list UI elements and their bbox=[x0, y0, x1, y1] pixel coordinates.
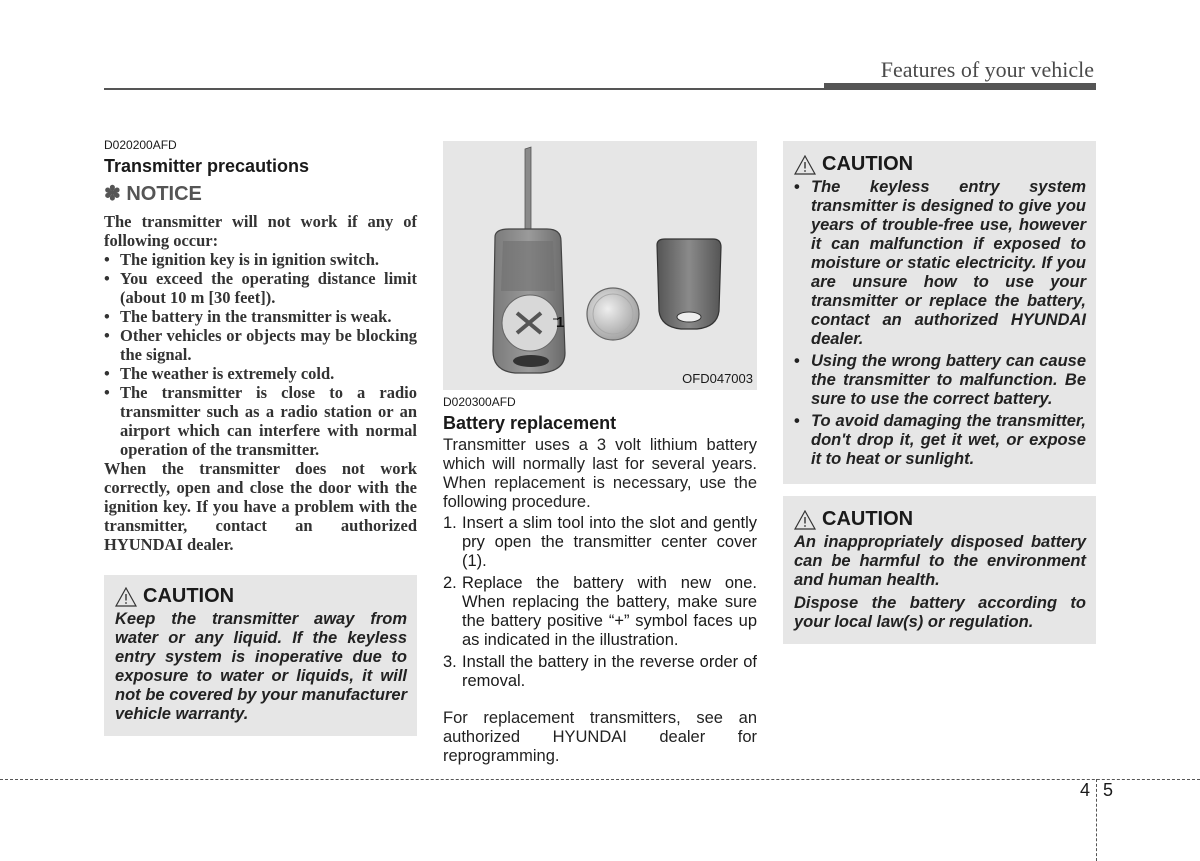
list-item: • Other vehicles or objects may be blocking the signal. bbox=[104, 326, 417, 364]
running-header: Features of your vehicle bbox=[880, 57, 1094, 82]
caution-list bbox=[794, 178, 1086, 469]
list-item: • The ignition key is in ignition switch. bbox=[104, 250, 417, 269]
list-item bbox=[443, 514, 757, 571]
caution-title: CAUTION bbox=[822, 508, 914, 530]
caution-text: An inappropriately disposed battery can be harmful to the environment and human health. bbox=[794, 533, 1086, 589]
page-number: 5 bbox=[1103, 780, 1114, 800]
caution-header bbox=[794, 508, 1086, 531]
caution-title: CAUTION bbox=[822, 153, 914, 175]
list-item: • You exceed the operating distance limit (about 10 m [30 feet]). bbox=[104, 269, 417, 307]
caution-header bbox=[794, 153, 1086, 176]
battery-intro: Transmitter uses a 3 volt lithium battery which will normally last for several years. When replacement is necessary, use the following procedure. bbox=[443, 436, 757, 511]
callout-label: 1 bbox=[556, 314, 565, 331]
notice-list bbox=[104, 250, 417, 459]
header-rule-accent bbox=[824, 83, 1096, 90]
list-item: • The transmitter is close to a radio transmitter such as a radio station or an airport which can interfere with normal operation of the transmitter. bbox=[104, 383, 417, 459]
list-item: • To avoid damaging the transmitter, don't drop it, get it wet, or expose it to heat or sunlight. bbox=[794, 412, 1086, 469]
notice-after: When the transmitter does not work correctly, open and close the door with the ignition key. If you have a problem with the transmitter, contact an authorized HYUNDAI dealer. bbox=[104, 459, 417, 554]
step-text: Replace the battery with new one. When replacing the battery, make sure the battery positive “+” symbol faces up as indicated in the illustration. bbox=[462, 574, 757, 649]
list-item bbox=[443, 653, 757, 691]
caution-header bbox=[115, 585, 407, 608]
caution-box bbox=[104, 575, 417, 736]
list-item: • The battery in the transmitter is weak. bbox=[104, 307, 417, 326]
procedure-steps bbox=[443, 514, 757, 691]
notice-title: ✽ NOTICE bbox=[104, 183, 202, 205]
caution-title: CAUTION bbox=[143, 585, 235, 607]
transmitter-illustration bbox=[443, 141, 757, 390]
battery-illustration bbox=[443, 141, 757, 390]
notice-body bbox=[104, 212, 417, 554]
figure-code: OFD047003 bbox=[682, 371, 753, 386]
list-item: • The keyless entry system transmitter is designed to give you years of trouble-free use, however it can malfunction if exposed to moisture or static electricity. If you are unsure how to use your transmitter or replace the battery, contact an authorized HYUNDAI dealer. bbox=[794, 178, 1086, 349]
battery-outro: For replacement transmitters, see an authorized HYUNDAI dealer for reprogramming. bbox=[443, 709, 757, 765]
footer-rule bbox=[0, 779, 1200, 780]
section-code: D020300AFD bbox=[443, 395, 516, 409]
warning-triangle-icon bbox=[794, 510, 816, 530]
step-number: 3. bbox=[443, 653, 457, 671]
footer-divider bbox=[1096, 779, 1097, 861]
caution-box bbox=[783, 141, 1096, 484]
section-heading: Battery replacement bbox=[443, 413, 617, 433]
header-rule bbox=[104, 88, 826, 90]
list-item: • The weather is extremely cold. bbox=[104, 364, 417, 383]
column-middle bbox=[443, 141, 757, 766]
step-text: Install the battery in the reverse order of removal. bbox=[462, 653, 757, 690]
section-heading: Transmitter precautions bbox=[104, 156, 310, 176]
column-right bbox=[783, 141, 1096, 644]
list-item: • Using the wrong battery can cause the transmitter to malfunction. Be sure to use the correct battery. bbox=[794, 352, 1086, 409]
column-left bbox=[104, 138, 417, 736]
notice-intro: The transmitter will not work if any of following occur: bbox=[104, 212, 417, 250]
step-text: Insert a slim tool into the slot and gently pry open the transmitter center cover (1). bbox=[462, 514, 757, 570]
step-number: 2. bbox=[443, 574, 457, 592]
list-item bbox=[443, 574, 757, 650]
section-code: D020200AFD bbox=[104, 138, 177, 152]
caution-text: Keep the transmitter away from water or any liquid. If the keyless entry system is inoperative due to exposure to water or liquids, it will not be covered by your manufacturer vehicle warranty. bbox=[115, 610, 407, 723]
warning-triangle-icon bbox=[115, 587, 137, 607]
caution-box bbox=[783, 496, 1096, 644]
step-number: 1. bbox=[443, 514, 457, 532]
caution-text: Dispose the battery according to your local law(s) or regulation. bbox=[794, 594, 1086, 631]
chapter-number: 4 bbox=[1080, 780, 1091, 800]
warning-triangle-icon bbox=[794, 155, 816, 175]
